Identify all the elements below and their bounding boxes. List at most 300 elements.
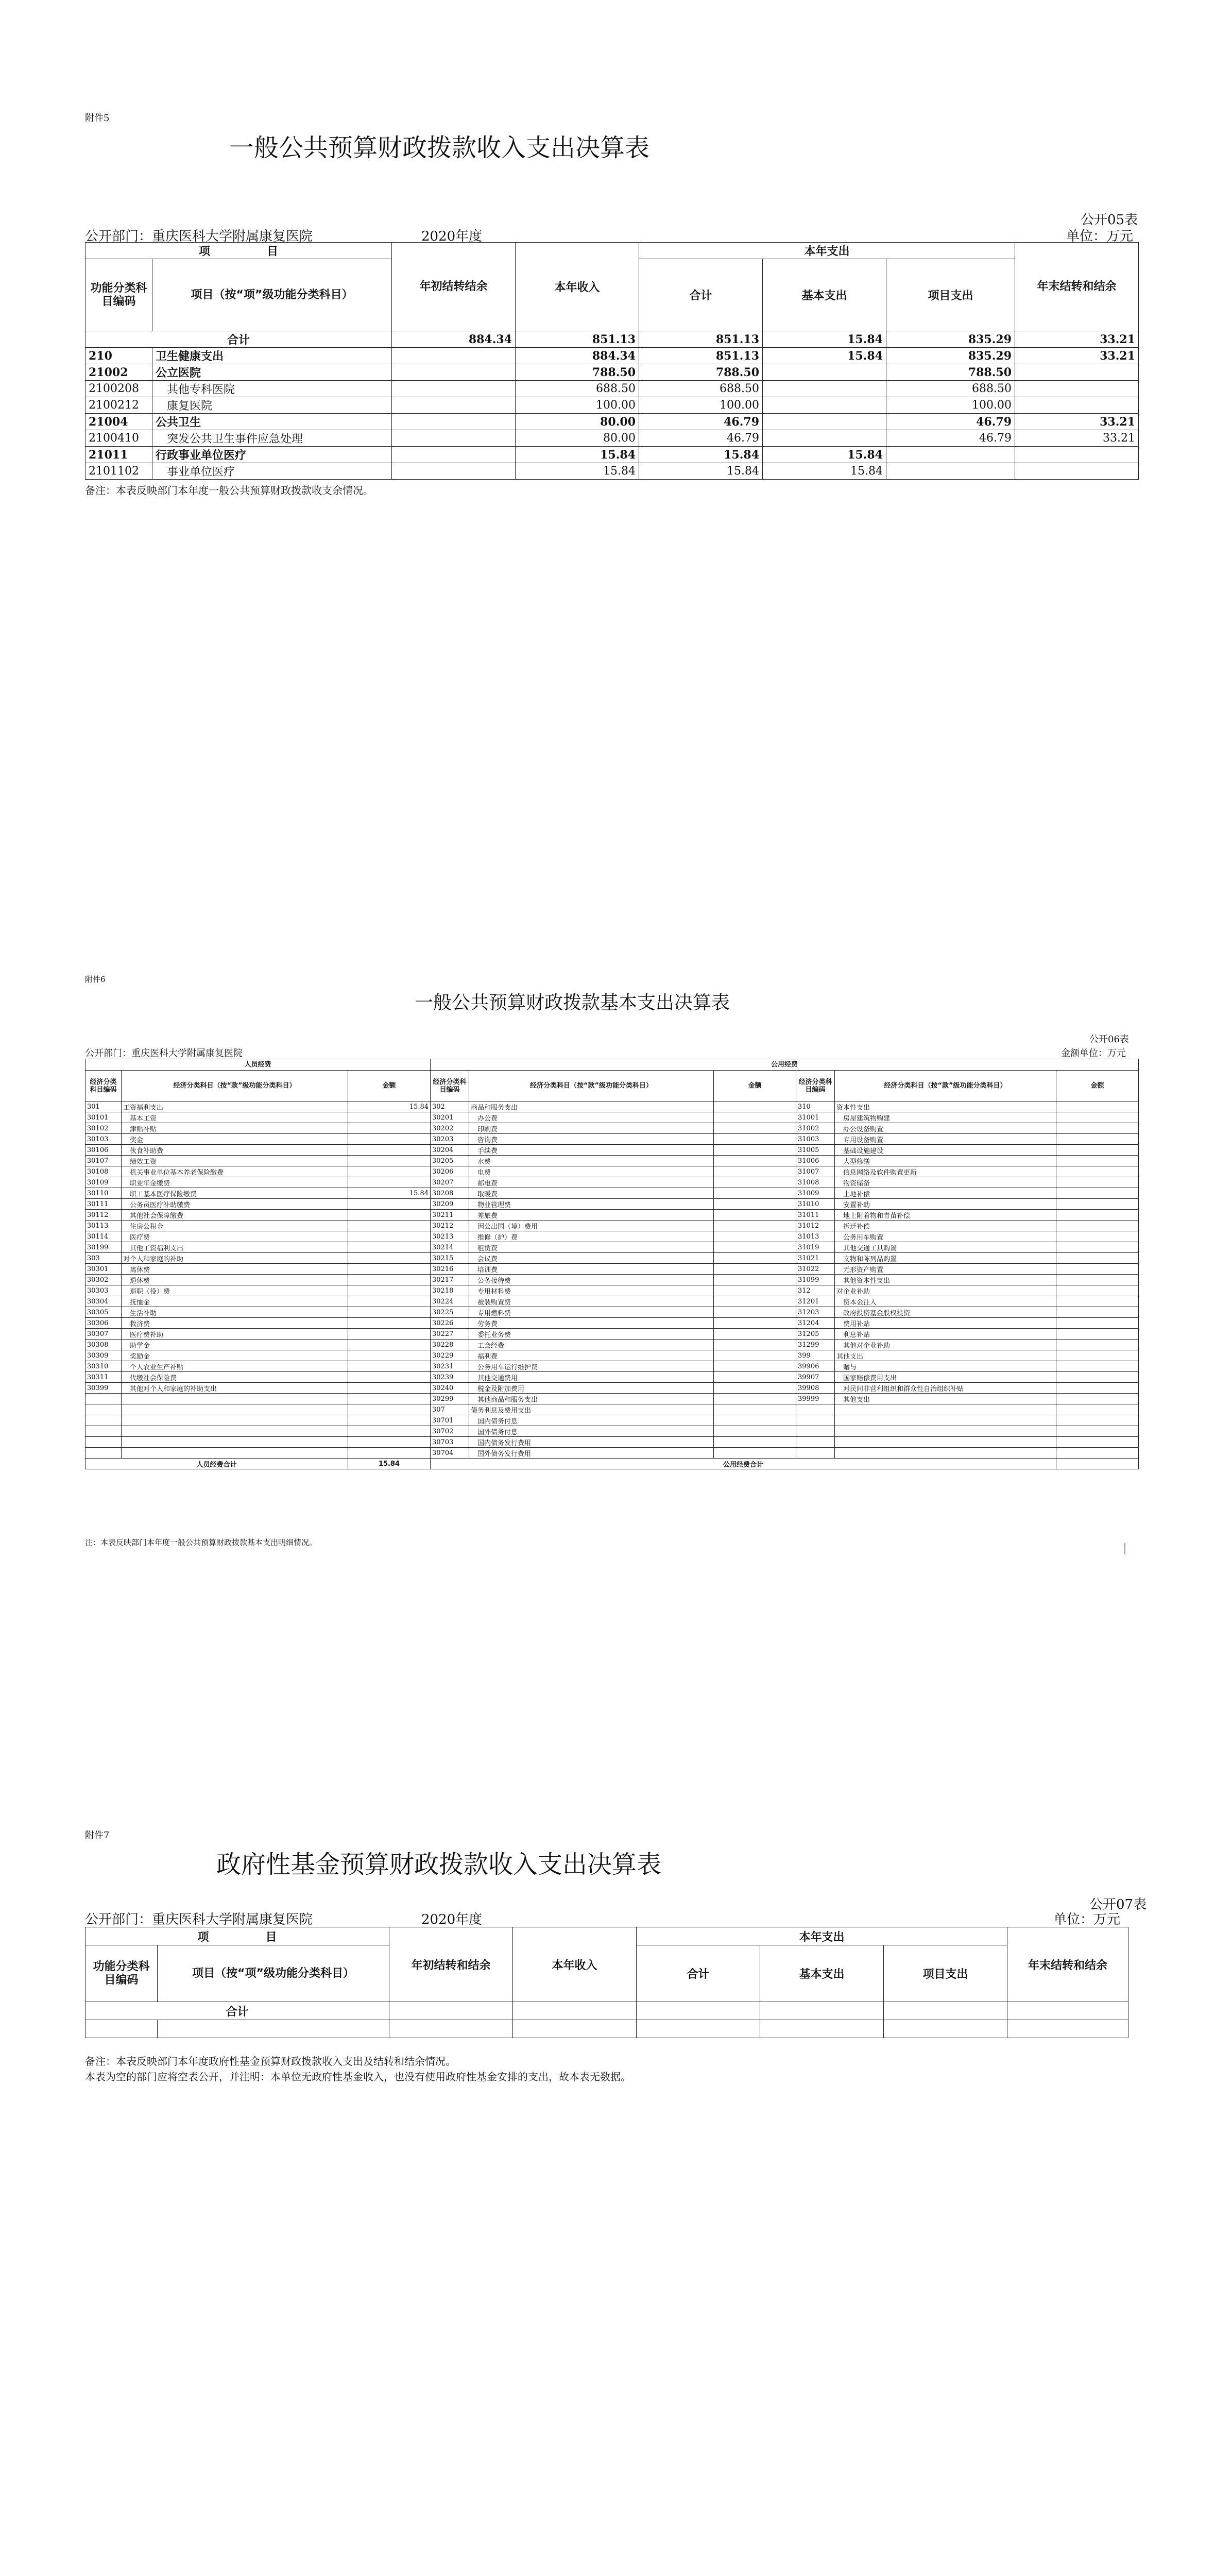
code-cell	[85, 1448, 122, 1459]
code-cell: 399	[796, 1350, 835, 1361]
code-cell: 30203	[431, 1134, 469, 1145]
code-cell: 31019	[796, 1242, 835, 1253]
name-cell: 租赁费	[469, 1242, 714, 1253]
amount-cell	[348, 1350, 431, 1361]
amount-cell	[348, 1383, 431, 1394]
name-cell: 拆迁补偿	[835, 1221, 1056, 1231]
name-cell	[122, 1437, 348, 1448]
name-cell: 安置补助	[835, 1199, 1056, 1210]
name-cell: 其他工资福利支出	[122, 1242, 348, 1253]
code-cell: 39907	[796, 1372, 835, 1383]
header-code: 经济分类科目编码	[431, 1071, 469, 1101]
amount-cell	[348, 1285, 431, 1296]
person-total-amount: 15.84	[348, 1459, 431, 1469]
amount-cell	[348, 1415, 431, 1426]
amount-cell	[714, 1340, 796, 1350]
header-project: 项目支出	[886, 259, 1015, 331]
code-cell: 31205	[796, 1329, 835, 1340]
amount-cell	[714, 1285, 796, 1296]
end-cell	[1015, 397, 1139, 414]
name-cell: 会议费	[469, 1253, 714, 1264]
table-row	[85, 1199, 1139, 1210]
name-cell: 医疗费补助	[122, 1329, 348, 1340]
code-cell: 31008	[796, 1177, 835, 1188]
project-cell: 46.79	[886, 430, 1015, 447]
code-cell: 30103	[85, 1134, 122, 1145]
page-title-5: 一般公共预算财政拨款收入支出决算表	[229, 133, 650, 162]
income-cell: 80.00	[516, 430, 639, 447]
amount-cell	[1056, 1318, 1139, 1329]
code-cell: 30704	[431, 1448, 469, 1459]
budget-table-5	[85, 242, 1139, 480]
table-row	[85, 397, 1139, 414]
amount-cell	[348, 1199, 431, 1210]
name-cell: 对个人和家庭的补助	[122, 1253, 348, 1264]
amount-cell	[714, 1123, 796, 1134]
total-cell: 33.21	[1015, 331, 1139, 348]
page-title-7: 政府性基金预算财政拨款收入支出决算表	[216, 1850, 662, 1879]
header-name: 项目（按“项”级功能分类科目）	[152, 259, 392, 331]
amount-cell	[348, 1253, 431, 1264]
amount-cell	[714, 1394, 796, 1404]
table-row	[85, 348, 1139, 364]
department-label-5: 公开部门：重庆医科大学附属康复医院	[85, 229, 313, 244]
end-cell: 33.21	[1015, 430, 1139, 447]
code-cell: 30309	[85, 1350, 122, 1361]
amount-cell	[1056, 1415, 1139, 1426]
code-cell: 30114	[85, 1231, 122, 1242]
code-cell: 30304	[85, 1296, 122, 1307]
header-name: 经济分类科目（按“款”级功能分类科目）	[122, 1071, 348, 1101]
amount-cell	[348, 1329, 431, 1340]
total-cell: 851.13	[639, 331, 763, 348]
table-row	[85, 1318, 1139, 1329]
name-cell: 手续费	[469, 1145, 714, 1156]
name-cell: 对企业补助	[835, 1285, 1056, 1296]
code-cell: 30212	[431, 1221, 469, 1231]
header-amount: 金额	[714, 1071, 796, 1101]
amount-cell	[1056, 1426, 1139, 1437]
table-row	[85, 1145, 1139, 1156]
code-cell	[85, 1437, 122, 1448]
header-code: 功能分类科目编码	[85, 1945, 158, 2002]
name-cell: 生活补助	[122, 1307, 348, 1318]
amount-cell: 15.84	[348, 1188, 431, 1199]
project-cell	[886, 463, 1015, 480]
header-name: 项目（按“项”级功能分类科目）	[158, 1945, 389, 2002]
name-cell: 国内债务发行费用	[469, 1437, 714, 1448]
total-cell	[884, 2002, 1007, 2020]
code-cell: 30202	[431, 1123, 469, 1134]
name-cell: 邮电费	[469, 1177, 714, 1188]
amount-cell	[1056, 1329, 1139, 1340]
name-cell: 文物和陈列品购置	[835, 1253, 1056, 1264]
name-cell	[835, 1426, 1056, 1437]
code-cell: 30199	[85, 1242, 122, 1253]
code-cell: 30240	[431, 1383, 469, 1394]
total-cell	[760, 2002, 884, 2020]
code-cell: 30209	[431, 1199, 469, 1210]
name-cell: 公务用车运行维护费	[469, 1361, 714, 1372]
name-cell: 信息网络及软件购置更新	[835, 1166, 1056, 1177]
code-cell: 30218	[431, 1285, 469, 1296]
code-cell: 30302	[85, 1275, 122, 1285]
name-cell: 利息补贴	[835, 1329, 1056, 1340]
total-label: 合计	[85, 331, 392, 348]
header-total: 合计	[639, 259, 763, 331]
begin-cell	[392, 463, 516, 480]
name-cell: 公务接待费	[469, 1275, 714, 1285]
name-cell: 被装购置费	[469, 1296, 714, 1307]
code-cell	[85, 1415, 122, 1426]
amount-cell	[348, 1221, 431, 1231]
name-cell: 其他交通费用	[469, 1372, 714, 1383]
code-cell: 30214	[431, 1242, 469, 1253]
name-cell: 大型修缮	[835, 1156, 1056, 1166]
code-cell: 2100208	[85, 381, 152, 397]
amount-cell	[714, 1231, 796, 1242]
amount-cell	[348, 1231, 431, 1242]
amount-cell	[1056, 1383, 1139, 1394]
code-cell: 30106	[85, 1145, 122, 1156]
name-cell: 津贴补贴	[122, 1123, 348, 1134]
name-cell	[122, 1448, 348, 1459]
name-cell: 维修（护）费	[469, 1231, 714, 1242]
amount-cell	[714, 1242, 796, 1253]
amount-cell	[1056, 1307, 1139, 1318]
name-cell: 无形资产购置	[835, 1264, 1056, 1275]
amount-cell	[1056, 1221, 1139, 1231]
table-row	[85, 1253, 1139, 1264]
total-cell	[513, 2002, 637, 2020]
name-cell: 国家赔偿费用支出	[835, 1372, 1056, 1383]
amount-cell	[1056, 1166, 1139, 1177]
code-cell: 30299	[431, 1394, 469, 1404]
expense-total-cell: 100.00	[639, 397, 763, 414]
amount-cell	[714, 1264, 796, 1275]
header-expense: 本年支出	[639, 243, 1015, 259]
name-cell: 退职（役）费	[122, 1285, 348, 1296]
project-cell: 100.00	[886, 397, 1015, 414]
table-row	[85, 414, 1139, 430]
code-cell: 30102	[85, 1123, 122, 1134]
amount-cell	[1056, 1361, 1139, 1372]
value-cell	[513, 2020, 637, 2038]
amount-cell	[1056, 1242, 1139, 1253]
name-cell: 委托业务费	[469, 1329, 714, 1340]
table-row	[85, 447, 1139, 463]
name-cell	[122, 1415, 348, 1426]
code-cell: 302	[431, 1101, 469, 1112]
amount-cell	[348, 1437, 431, 1448]
amount-cell	[348, 1264, 431, 1275]
project-cell: 688.50	[886, 381, 1015, 397]
amount-cell	[714, 1253, 796, 1264]
table-row	[85, 1372, 1139, 1383]
department-label-6: 公开部门：重庆医科大学附属康复医院	[85, 1048, 243, 1059]
name-cell: 代缴社会保险费	[122, 1372, 348, 1383]
table-number-5: 公开05表	[1081, 212, 1138, 228]
amount-cell	[714, 1166, 796, 1177]
income-cell: 15.84	[516, 463, 639, 480]
code-cell: 2100410	[85, 430, 152, 447]
header-end: 年末结转和结余	[1015, 243, 1139, 331]
unit-label-7: 单位：万元	[1053, 1912, 1121, 1927]
name-cell: 奖金	[122, 1134, 348, 1145]
table-row	[85, 1188, 1139, 1199]
name-cell: 对民间非营利组织和群众性自治组织补贴	[835, 1383, 1056, 1394]
name-cell: 房屋建筑物购建	[835, 1112, 1056, 1123]
code-cell: 30239	[431, 1372, 469, 1383]
code-cell	[85, 2020, 158, 2038]
code-cell: 31001	[796, 1112, 835, 1123]
amount-cell	[1056, 1340, 1139, 1350]
code-cell: 30703	[431, 1437, 469, 1448]
code-cell: 2100212	[85, 397, 152, 414]
amount-cell	[348, 1394, 431, 1404]
header-begin: 年初结转和结余	[389, 1927, 513, 2002]
table-row-total	[85, 331, 1139, 348]
code-cell: 303	[85, 1253, 122, 1264]
header-begin: 年初结转结余	[392, 243, 516, 331]
code-cell: 30308	[85, 1340, 122, 1350]
code-cell: 30108	[85, 1166, 122, 1177]
header-item: 项 目	[85, 243, 392, 259]
amount-cell	[1056, 1210, 1139, 1221]
total-cell: 15.84	[763, 331, 886, 348]
expense-total-cell: 15.84	[639, 463, 763, 480]
name-cell: 其他支出	[835, 1350, 1056, 1361]
code-cell: 30231	[431, 1361, 469, 1372]
amount-cell	[1056, 1448, 1139, 1459]
amount-cell	[348, 1340, 431, 1350]
name-cell: 物业管理费	[469, 1199, 714, 1210]
name-cell	[835, 1437, 1056, 1448]
name-cell: 资本性支出	[835, 1101, 1056, 1112]
basic-expense-table-6	[85, 1059, 1139, 1469]
amount-cell	[714, 1415, 796, 1426]
name-cell: 费用补贴	[835, 1318, 1056, 1329]
header-total: 合计	[637, 1945, 760, 2002]
code-cell: 30228	[431, 1340, 469, 1350]
table-row	[85, 1415, 1139, 1426]
amount-cell	[1056, 1177, 1139, 1188]
amount-cell	[348, 1112, 431, 1123]
total-cell	[1007, 2002, 1128, 2020]
amount-cell	[714, 1318, 796, 1329]
header-public-expense: 公用经费	[431, 1059, 1139, 1071]
code-cell: 30227	[431, 1329, 469, 1340]
amount-cell	[714, 1101, 796, 1112]
expense-total-cell: 851.13	[639, 348, 763, 364]
end-cell: 33.21	[1015, 414, 1139, 430]
code-cell	[796, 1426, 835, 1437]
table-row-totals	[85, 1459, 1139, 1469]
code-cell: 30204	[431, 1145, 469, 1156]
name-cell: 卫生健康支出	[152, 348, 392, 364]
expense-total-cell: 46.79	[639, 414, 763, 430]
code-cell: 30111	[85, 1199, 122, 1210]
name-cell: 办公费	[469, 1112, 714, 1123]
code-cell: 310	[796, 1101, 835, 1112]
name-cell	[835, 1404, 1056, 1415]
amount-cell	[1056, 1253, 1139, 1264]
code-cell: 30217	[431, 1275, 469, 1285]
code-cell: 30107	[85, 1156, 122, 1166]
name-cell: 伙食补助费	[122, 1145, 348, 1156]
name-cell: 奖励金	[122, 1350, 348, 1361]
unit-label-5: 单位：万元	[1066, 229, 1134, 244]
header-code: 功能分类科目编码	[85, 259, 152, 331]
code-cell: 30226	[431, 1318, 469, 1329]
income-cell: 884.34	[516, 348, 639, 364]
name-cell: 劳务费	[469, 1318, 714, 1329]
header-item: 项 目	[85, 1927, 389, 1945]
amount-cell	[348, 1156, 431, 1166]
header-person-expense: 人员经费	[85, 1059, 431, 1071]
code-cell: 31009	[796, 1188, 835, 1199]
name-cell: 专用材料费	[469, 1285, 714, 1296]
header-basic: 基本支出	[763, 259, 886, 331]
code-cell	[796, 1404, 835, 1415]
header-amount: 金额	[1056, 1071, 1139, 1101]
begin-cell	[392, 397, 516, 414]
amount-cell	[714, 1307, 796, 1318]
code-cell: 30306	[85, 1318, 122, 1329]
code-cell: 30301	[85, 1264, 122, 1275]
end-cell	[1015, 381, 1139, 397]
code-cell: 31299	[796, 1340, 835, 1350]
amount-cell	[348, 1275, 431, 1285]
name-cell: 税金及附加费用	[469, 1383, 714, 1394]
attachment-label-6: 附件6	[85, 975, 106, 984]
table-row	[85, 1404, 1139, 1415]
name-cell: 国外债务付息	[469, 1426, 714, 1437]
table-row	[85, 1437, 1139, 1448]
name-cell: 培训费	[469, 1264, 714, 1275]
name-cell: 其他社会保障缴费	[122, 1210, 348, 1221]
code-cell: 21011	[85, 447, 152, 463]
amount-cell	[1056, 1394, 1139, 1404]
code-cell	[85, 1394, 122, 1404]
name-cell: 公共卫生	[152, 414, 392, 430]
name-cell: 机关事业单位基本养老保险缴费	[122, 1166, 348, 1177]
end-cell	[1015, 463, 1139, 480]
amount-cell	[714, 1188, 796, 1199]
table-row	[85, 1177, 1139, 1188]
value-cell	[884, 2020, 1007, 2038]
unit-label-6: 金额单位：万元	[1061, 1048, 1126, 1059]
code-cell: 31011	[796, 1210, 835, 1221]
value-cell	[389, 2020, 513, 2038]
amount-cell	[1056, 1231, 1139, 1242]
header-expense: 本年支出	[637, 1927, 1007, 1945]
total-cell	[637, 2002, 760, 2020]
code-cell: 30310	[85, 1361, 122, 1372]
table-row-total	[85, 2002, 1128, 2020]
table-row	[85, 1350, 1139, 1361]
amount-cell	[1056, 1123, 1139, 1134]
code-cell: 31002	[796, 1123, 835, 1134]
code-cell: 21002	[85, 364, 152, 381]
begin-cell	[392, 414, 516, 430]
name-cell: 地上附着物和青苗补偿	[835, 1210, 1056, 1221]
amount-cell	[348, 1307, 431, 1318]
amount-cell	[348, 1166, 431, 1177]
amount-cell	[714, 1361, 796, 1372]
name-cell: 政府投资基金股权投资	[835, 1307, 1056, 1318]
code-cell: 30113	[85, 1221, 122, 1231]
amount-cell	[1056, 1275, 1139, 1285]
code-cell	[796, 1437, 835, 1448]
name-cell: 其他商品和服务支出	[469, 1394, 714, 1404]
table-row	[85, 1221, 1139, 1231]
header-income: 本年收入	[516, 243, 639, 331]
code-cell: 30305	[85, 1307, 122, 1318]
name-cell	[835, 1448, 1056, 1459]
name-cell: 住房公积金	[122, 1221, 348, 1231]
code-cell: 39906	[796, 1361, 835, 1372]
name-cell: 工会经费	[469, 1340, 714, 1350]
person-total-label: 人员经费合计	[85, 1459, 348, 1469]
name-cell: 其他支出	[835, 1394, 1056, 1404]
name-cell: 其他对个人和家庭的补助支出	[122, 1383, 348, 1394]
code-cell: 2101102	[85, 463, 152, 480]
code-cell	[796, 1448, 835, 1459]
code-cell: 30702	[431, 1426, 469, 1437]
code-cell	[85, 1426, 122, 1437]
name-cell: 其他交通工具购置	[835, 1242, 1056, 1253]
note-7a: 备注：本表反映部门本年度政府性基金预算财政拨款收入支出及结转和结余情况。	[85, 2055, 456, 2067]
name-cell: 医疗费	[122, 1231, 348, 1242]
name-cell: 其他专科医院	[152, 381, 392, 397]
code-cell: 31005	[796, 1145, 835, 1156]
name-cell	[122, 1404, 348, 1415]
amount-cell	[1056, 1404, 1139, 1415]
table-row	[85, 381, 1139, 397]
amount-cell	[1056, 1188, 1139, 1199]
table-row	[85, 1166, 1139, 1177]
table-row	[85, 1361, 1139, 1372]
amount-cell	[1056, 1285, 1139, 1296]
table-row	[85, 1340, 1139, 1350]
name-cell: 福利费	[469, 1350, 714, 1361]
name-cell: 工资福利支出	[122, 1101, 348, 1112]
amount-cell	[348, 1210, 431, 1221]
name-cell: 公立医院	[152, 364, 392, 381]
income-cell: 80.00	[516, 414, 639, 430]
end-cell: 33.21	[1015, 348, 1139, 364]
header-name: 经济分类科目（按“款”级功能分类科目）	[835, 1071, 1056, 1101]
attachment-label-7: 附件7	[85, 1830, 110, 1841]
name-cell: 印刷费	[469, 1123, 714, 1134]
code-cell: 30208	[431, 1188, 469, 1199]
code-cell: 30201	[431, 1112, 469, 1123]
public-total-label: 公用经费合计	[431, 1459, 1056, 1469]
table-row	[85, 1448, 1139, 1459]
amount-cell	[714, 1296, 796, 1307]
code-cell: 210	[85, 348, 152, 364]
total-label: 合计	[85, 2002, 389, 2020]
amount-cell	[714, 1275, 796, 1285]
table-row	[85, 1242, 1139, 1253]
fiscal-year-5: 2020年度	[421, 229, 483, 244]
begin-cell	[392, 430, 516, 447]
amount-cell	[1056, 1156, 1139, 1166]
amount-cell	[714, 1145, 796, 1156]
basic-cell: 15.84	[763, 447, 886, 463]
basic-cell	[763, 430, 886, 447]
